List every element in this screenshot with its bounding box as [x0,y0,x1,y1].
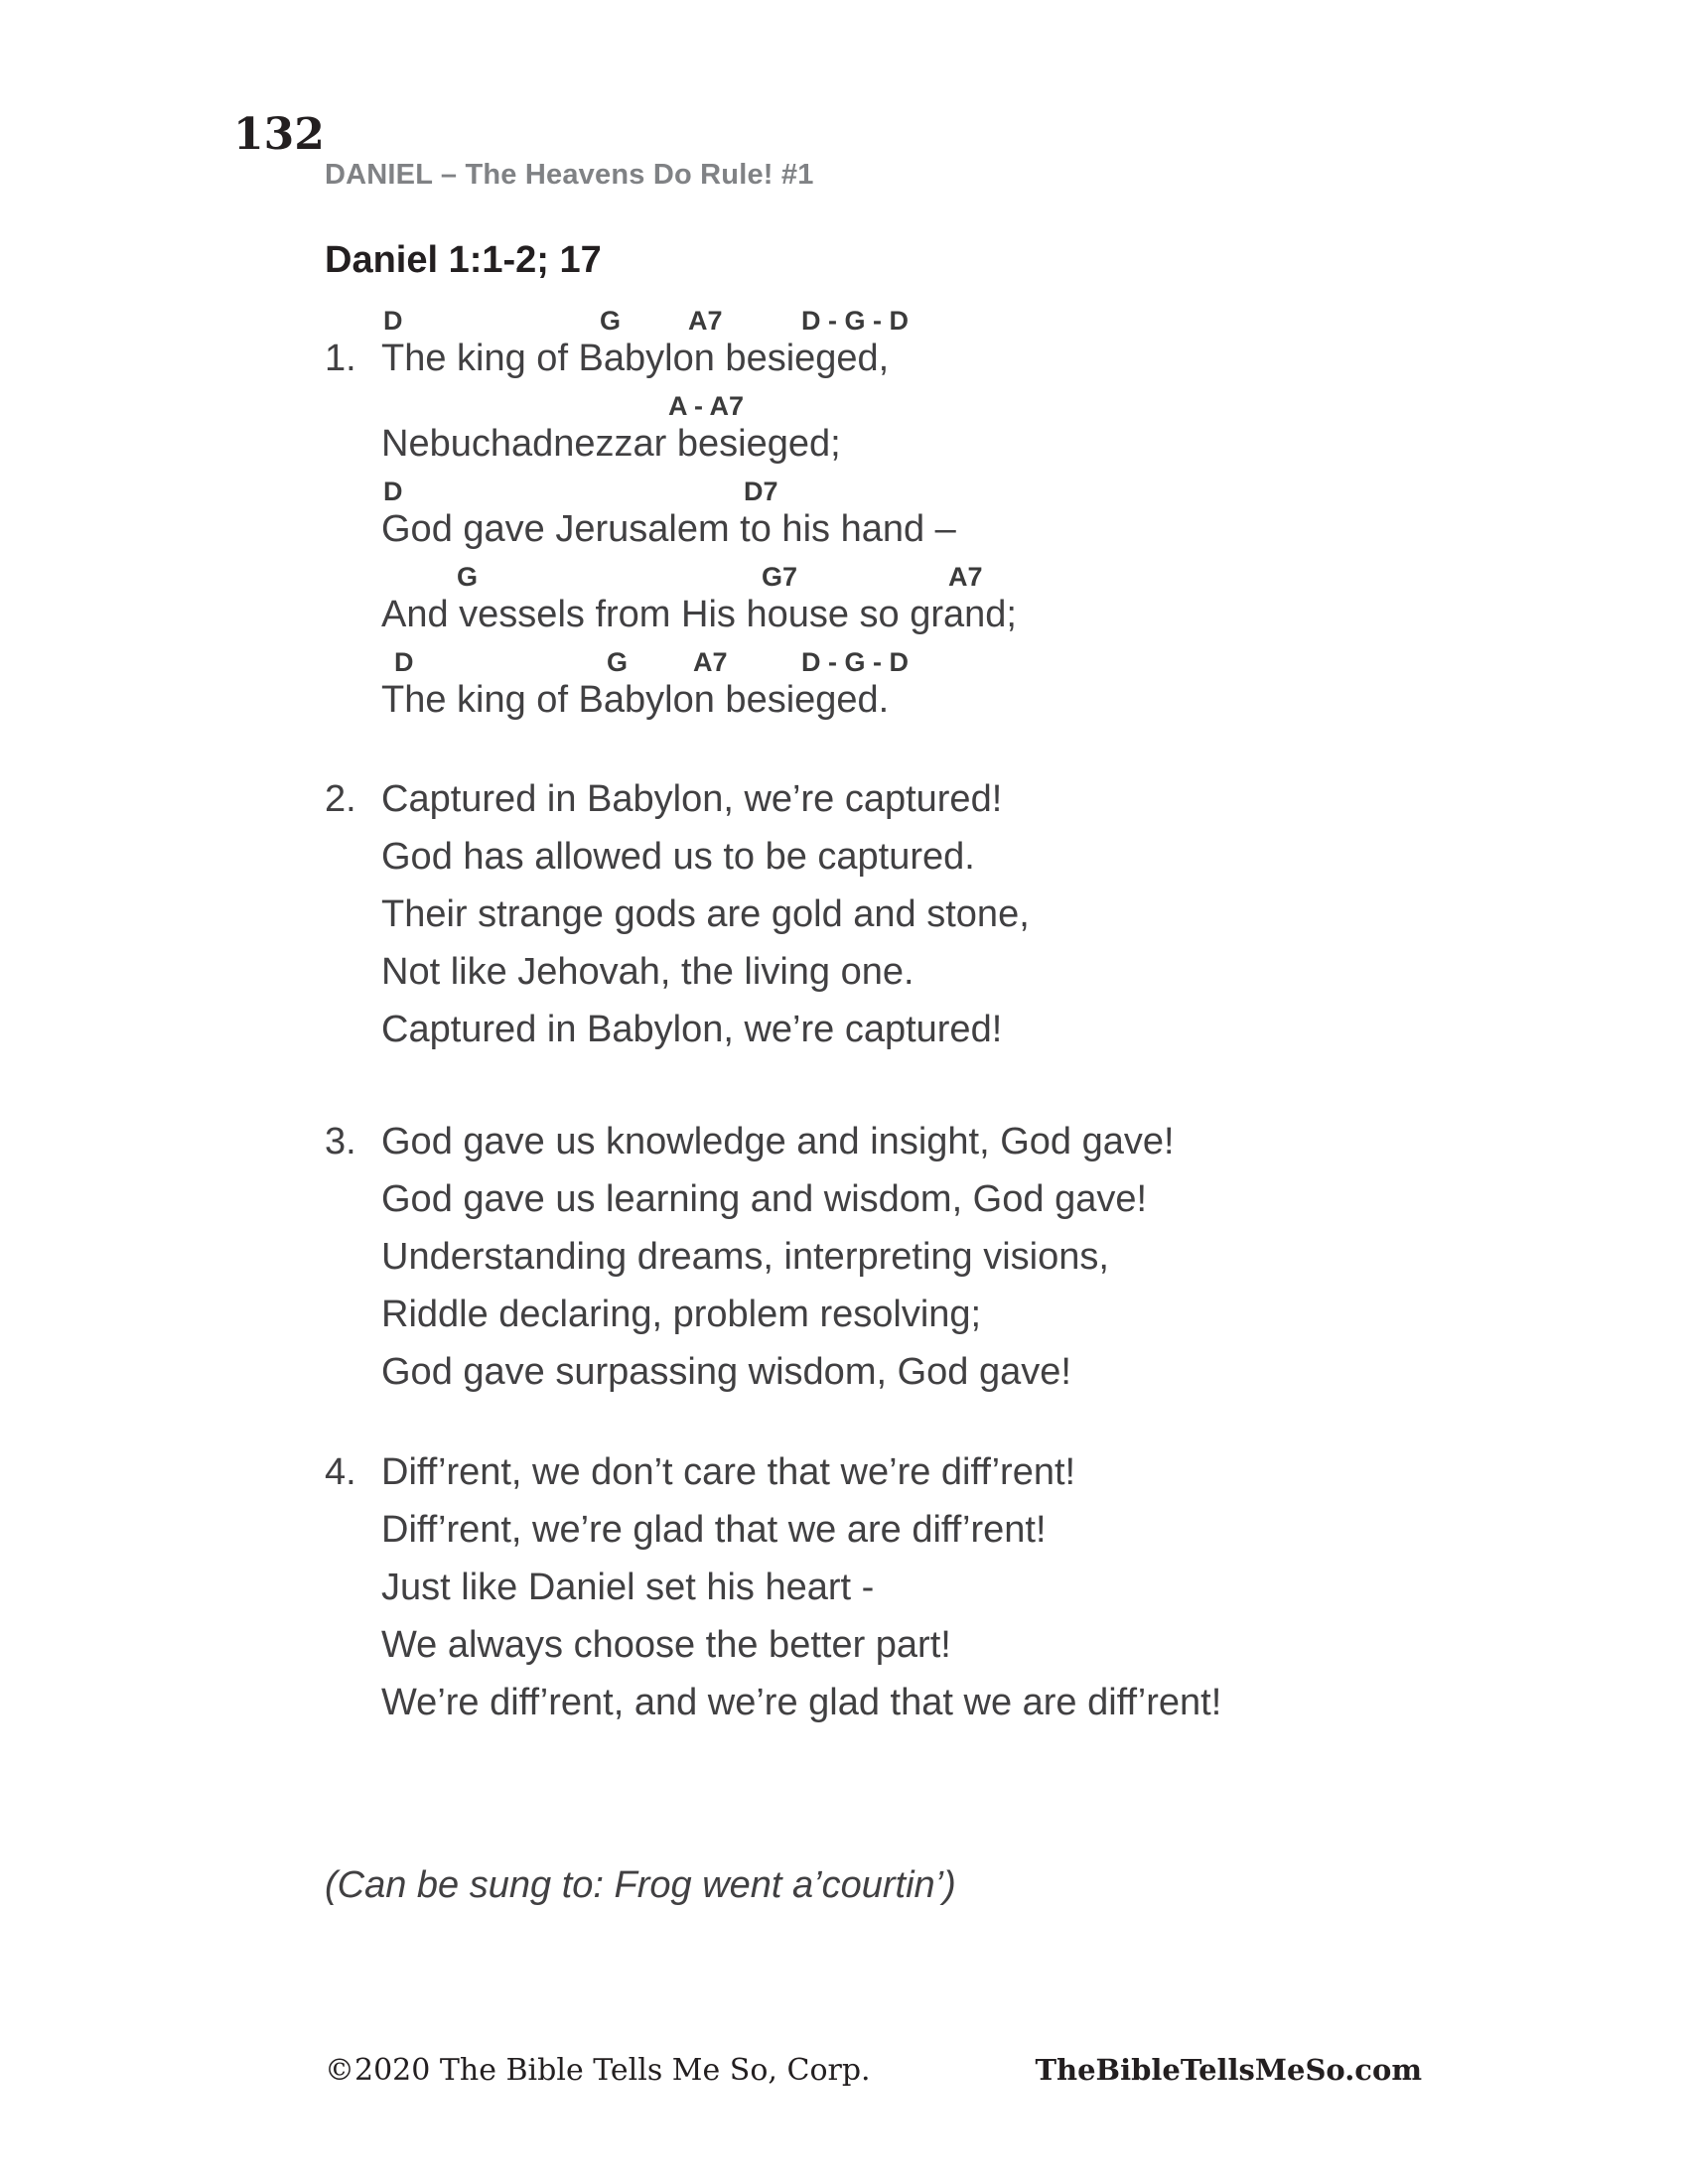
chord-line [325,383,1422,423]
lyric-line [325,1682,1422,1739]
chord: A7 [693,647,728,677]
lyric-text: God gave us knowledge and insight, God gave! [381,1121,1175,1162]
song-title: Daniel 1:1-2; 17 [325,239,602,281]
lyric-line [325,1509,1422,1567]
lyric-text: Diff’rent, we don’t care that we’re diff’rent! [381,1451,1076,1493]
lyric-line [325,1236,1422,1294]
lyric-text: Captured in Babylon, we’re captured! [381,1009,1003,1050]
lyric-line [325,778,1422,836]
lyric-line [325,1624,1422,1682]
lyric-line [325,338,1422,383]
verse-3 [325,1121,1422,1409]
lyric-line [325,1567,1422,1624]
chord: D - G - D [801,306,909,336]
chord-line [325,639,1422,679]
lyric-line [325,951,1422,1009]
chord: G [457,562,479,592]
lyric-text: The king of Babylon besieged, [381,338,890,379]
lyric-text: Captured in Babylon, we’re captured! [381,778,1003,820]
website-text: TheBibleTellsMeSo.com [1035,2053,1422,2087]
lyric-text: We’re diff’rent, and we’re glad that we are diff’rent! [381,1682,1222,1723]
verse-number: 4. [325,1451,356,1493]
lyric-line [325,1351,1422,1409]
lyric-line [325,836,1422,893]
page-number: 132 [233,109,325,160]
verse-number: 1. [325,338,356,379]
lyric-line [325,508,1422,554]
lyric-text: Their strange gods are gold and stone, [381,893,1030,935]
lyric-line [325,1451,1422,1509]
chord-line [325,298,1422,338]
lyric-text: The king of Babylon besieged. [381,679,890,721]
verse-number: 3. [325,1121,356,1162]
chord-line [325,554,1422,594]
lyric-text: Riddle declaring, problem resolving; [381,1294,982,1335]
lyric-line [325,594,1422,639]
verse-number: 2. [325,778,356,820]
performance-note: (Can be sung to: Frog went a’courtin’) [325,1864,956,1906]
song-series-header: DANIEL – The Heavens Do Rule! #1 [325,159,814,191]
chord-line [325,469,1422,508]
chord: D [394,647,414,677]
lyric-line [325,1294,1422,1351]
copyright-text: ©2020 The Bible Tells Me So, Corp. [325,2053,871,2088]
verse-4 [325,1451,1422,1739]
chord: G [607,647,629,677]
page-content [325,159,1422,1739]
lyric-line [325,893,1422,951]
lyric-text: God has allowed us to be captured. [381,836,975,878]
lyric-text: We always choose the better part! [381,1624,951,1666]
chord: D - G - D [801,647,909,677]
lyric-line [325,679,1422,725]
chord: A7 [948,562,983,592]
lyric-text: Diff’rent, we’re glad that we are diff’rent! [381,1509,1047,1551]
lyric-line [325,1009,1422,1066]
lyric-line [325,423,1422,469]
lyric-text: And vessels from His house so grand; [381,594,1017,635]
page-footer [325,2053,1422,2088]
lyric-line [325,1121,1422,1178]
lyric-text: God gave surpassing wisdom, God gave! [381,1351,1071,1393]
lyric-text: Nebuchadnezzar besieged; [381,423,841,465]
verse-2 [325,778,1422,1066]
chord: A7 [688,306,723,336]
lyric-line [325,1178,1422,1236]
lyric-text: Understanding dreams, interpreting visions, [381,1236,1109,1278]
chord: G [600,306,622,336]
chord: D [383,477,403,506]
chord: A - A7 [668,391,745,421]
lyric-text: God gave us learning and wisdom, God gave! [381,1178,1148,1220]
lyric-text: Just like Daniel set his heart - [381,1567,875,1608]
chord: G7 [762,562,798,592]
lyric-text: Not like Jehovah, the living one. [381,951,914,993]
chord: D7 [744,477,778,506]
chord: D [383,306,403,336]
lyric-text: God gave Jerusalem to his hand – [381,508,956,550]
verse-1 [325,298,1422,725]
